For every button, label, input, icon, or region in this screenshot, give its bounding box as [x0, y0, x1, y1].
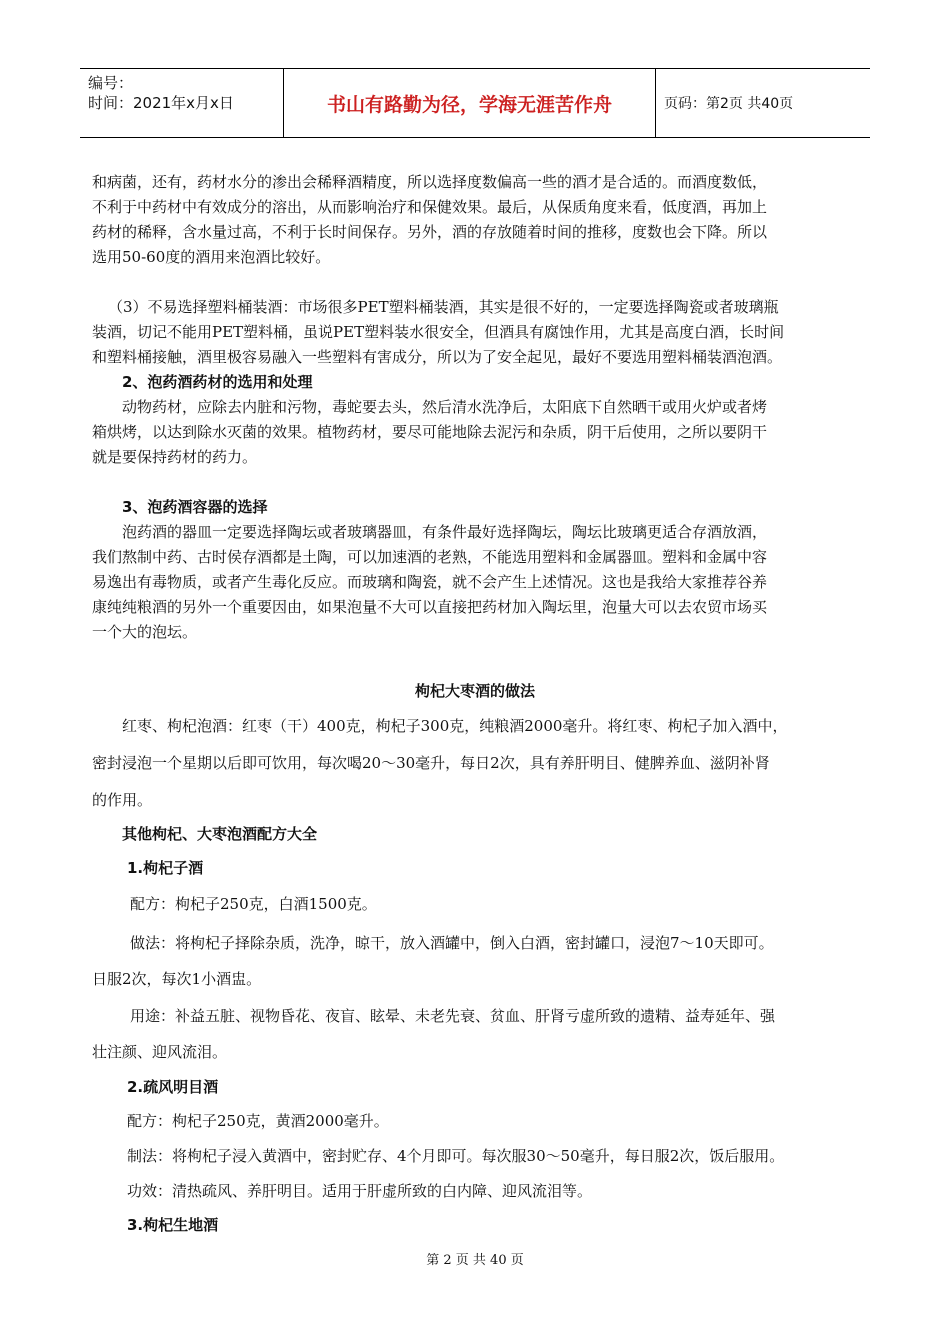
recipe-heading: 3.枸杞生地酒	[127, 1216, 219, 1234]
body-line: 用途：补益五脏、视物昏花、夜盲、眩晕、未老先衰、贫血、肝肾亏虚所致的遗精、益寿延年、强	[130, 1007, 776, 1025]
body-line: 密封浸泡一个星期以后即可饮用，每次喝20～30毫升，每日2次，具有养肝明目、健脾养血、滋阴补肾	[92, 754, 770, 772]
body-line: （3）不易选择塑料桶装酒：市场很多PET塑料桶装酒，其实是很不好的，一定要选择陶瓷或者玻璃瓶	[108, 298, 779, 316]
body-line: 箱烘烤，以达到除水灭菌的效果。植物药材，要尽可能地除去泥污和杂质，阴干后使用，之所以要阴干	[92, 423, 768, 441]
body-line: 壮注颜、迎风流泪。	[92, 1043, 228, 1061]
body-line: 和塑料桶接触，酒里极容易融入一些塑料有害成分，所以为了安全起见，最好不要选用塑料桶装酒泡酒。	[92, 348, 783, 366]
body-line: 不利于中药材中有效成分的溶出，从而影响治疗和保健效果。最后，从保质角度来看，低度酒，再加上	[92, 198, 768, 216]
body-line: 的作用。	[92, 791, 153, 809]
body-line: 日服2次，每次1小酒盅。	[92, 970, 262, 988]
body-line: 动物药材，应除去内脏和污物，毒蛇要去头，然后清水洗净后，太阳底下自然晒干或用火炉或者烤	[122, 398, 768, 416]
document-date-label: 时间：2021年x月x日	[88, 94, 234, 112]
body-line: 装酒，切记不能用PET塑料桶，虽说PET塑料装水很安全，但酒具有腐蚀作用，尤其是高度白酒，长时间	[92, 323, 785, 341]
section-heading: 2、泡药酒药材的选用和处理	[122, 373, 313, 391]
body-line: 易逸出有毒物质，或者产生毒化反应。而玻璃和陶瓷，就不会产生上述情况。这也是我给大家推荐谷养	[92, 573, 768, 591]
page-footer: 第 2 页 共 40 页	[426, 1253, 524, 1268]
body-line: 选用50-60度的酒用来泡酒比较好。	[92, 248, 331, 266]
document-number-label: 编号：	[88, 74, 134, 92]
body-line: 康纯纯粮酒的另外一个重要因由，如果泡量不大可以直接把药材加入陶坛里，泡量大可以去农贸市场买	[92, 598, 768, 616]
body-line: 做法：将枸杞子择除杂质，洗净，晾干，放入酒罐中，倒入白酒，密封罐口，浸泡7～10天即可。	[130, 934, 774, 952]
recipe-heading: 2.疏风明目酒	[127, 1078, 219, 1096]
page-header	[80, 68, 870, 138]
recipe-heading: 1.枸杞子酒	[127, 859, 204, 877]
article-title: 枸杞大枣酒的做法	[414, 682, 535, 700]
body-line: 药材的稀释，含水量过高，不利于长时间保存。另外，酒的存放随着时间的推移，度数也会下降。所以	[92, 223, 768, 241]
body-line: 一个大的泡坛。	[92, 623, 198, 641]
body-line: 我们熬制中药、古时侯存酒都是土陶，可以加速酒的老熟，不能选用塑料和金属器皿。塑料和金属中容	[92, 548, 768, 566]
header-meta	[80, 69, 283, 137]
body-line: 和病菌，还有，药材水分的渗出会稀释酒精度，所以选择度数偏高一些的酒才是合适的。而酒度数低，	[92, 173, 768, 191]
body-line: 红枣、枸杞泡酒：红枣（干）400克，枸杞子300克，纯粮酒2000毫升。将红枣、枸杞子加入酒中，	[122, 717, 788, 735]
body-line: 配方：枸杞子250克，黄酒2000毫升。	[127, 1112, 389, 1130]
section-heading: 其他枸杞、大枣泡酒配方大全	[122, 825, 318, 843]
body-line: 配方：枸杞子250克，白酒1500克。	[130, 895, 377, 913]
body-line: 功效：清热疏风、养肝明目。适用于肝虚所致的白内障、迎风流泪等。	[127, 1182, 593, 1200]
header-motto: 书山有路勤为径，学海无涯苦作舟	[283, 69, 656, 137]
body-line: 制法：将枸杞子浸入黄酒中，密封贮存、4个月即可。每次服30～50毫升，每日服2次，饭后服用。	[127, 1147, 785, 1165]
section-heading: 3、泡药酒容器的选择	[122, 498, 268, 516]
body-line: 泡药酒的器皿一定要选择陶坛或者玻璃器皿，有条件最好选择陶坛，陶坛比玻璃更适合存酒放酒，	[122, 523, 768, 541]
body-line: 就是要保持药材的药力。	[92, 448, 258, 466]
header-page-info: 页码：第2页 共40页	[664, 96, 794, 112]
